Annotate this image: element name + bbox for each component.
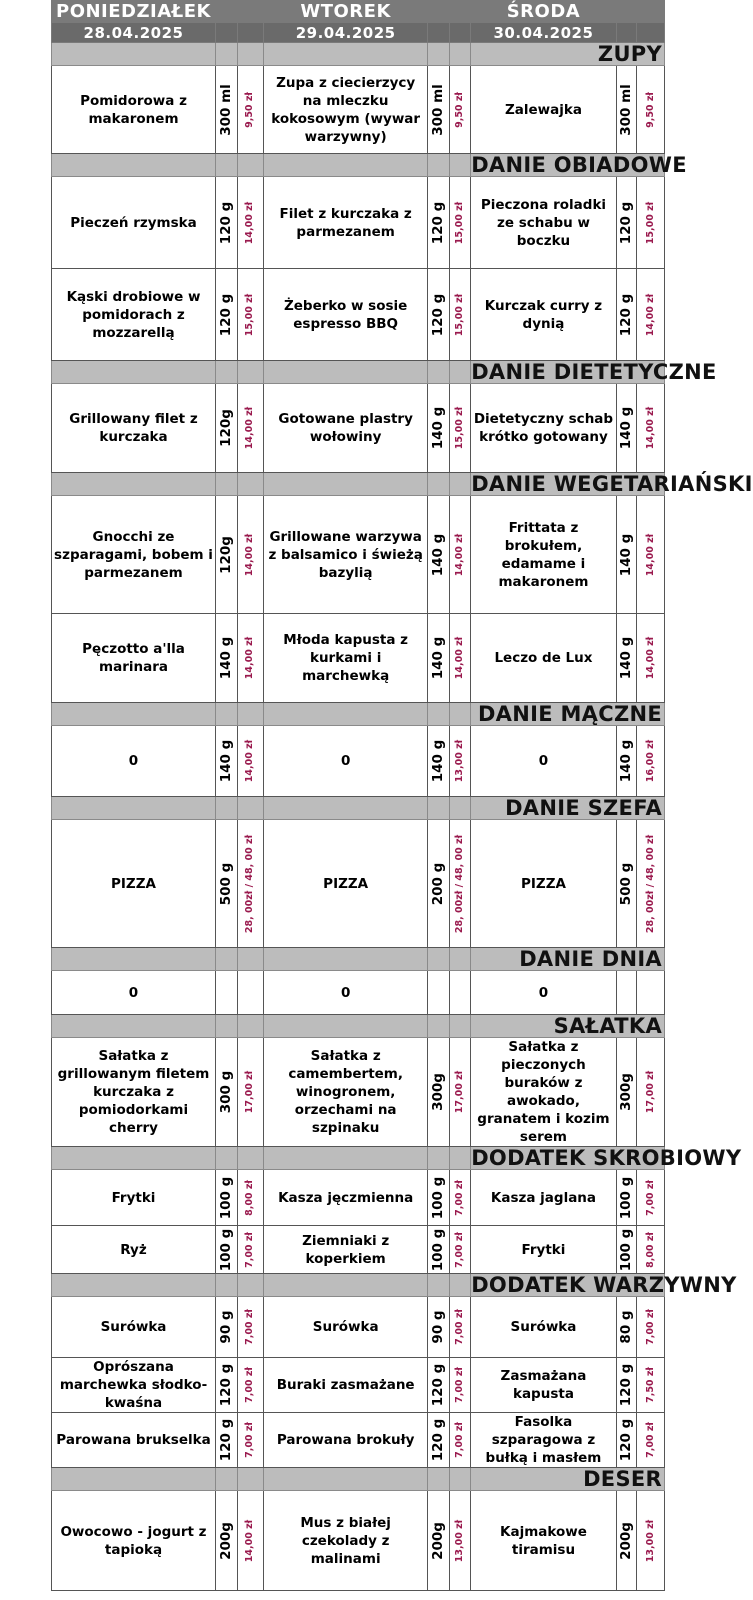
dish-name: Dietetyczny schab krótko gotowany [471, 384, 617, 473]
section-header [52, 361, 665, 384]
dish-price: 9,50 zł [644, 91, 656, 128]
dish-name: Kajmakowe tiramisu [471, 1491, 617, 1591]
dish-weight-cell [428, 1413, 450, 1468]
dish-weight-cell [216, 177, 238, 269]
dish-price-cell [637, 1297, 665, 1358]
dish-price-cell [449, 269, 471, 361]
dish-name: Zasmażana kapusta [471, 1358, 617, 1413]
dish-weight-cell [616, 1038, 637, 1147]
dish-weight: 300g [430, 1073, 447, 1111]
dish-weight-cell [616, 1170, 637, 1226]
dish-weight: 200g [218, 1521, 235, 1560]
section-title: DANIE MĄCZNE [471, 703, 665, 726]
section-title: DESER [471, 1468, 665, 1491]
dish-price: 7,00 zł [244, 1422, 256, 1458]
dish-weight-cell [616, 971, 637, 1015]
dish-name: Gnocchi ze szparagami, bobem i parmezanem [52, 496, 216, 614]
dish-weight-cell [216, 1491, 238, 1591]
dish-price: 14,00 zł [644, 533, 656, 576]
dish-price: 8,00 zł [644, 1231, 656, 1268]
section-header [52, 948, 665, 971]
dish-weight: 300 ml [218, 83, 235, 136]
dish-weight: 120 g [218, 201, 235, 244]
dish-price-cell [637, 1358, 665, 1413]
menu-row [52, 1170, 665, 1226]
dish-price: 28, 00zł / 48, 00 zł [644, 834, 656, 933]
dish-price-cell [637, 1491, 665, 1591]
dish-price: 7,00 zł [244, 1231, 256, 1268]
dish-weight-cell [616, 1297, 637, 1358]
dish-weight-cell [216, 726, 238, 797]
dish-weight-cell [616, 1491, 637, 1591]
dish-price: 15,00 zł [453, 406, 465, 450]
dish-weight-cell [616, 726, 637, 797]
dish-weight: 140 g [618, 739, 635, 783]
menu-table [51, 0, 753, 1591]
dish-name: Pęczotto a'lla marinara [52, 614, 216, 703]
dish-name: Pomidorowa z makaronem [52, 66, 216, 154]
dish-price: 13,00 zł [453, 1519, 465, 1562]
dish-price: 9,50 zł [453, 91, 465, 128]
dish-weight: 100 g [618, 1228, 635, 1271]
dish-weight-cell [216, 820, 238, 948]
dish-name: Zalewajka [471, 66, 617, 154]
dish-price-cell [637, 269, 665, 361]
dish-weight: 300g [618, 1073, 635, 1111]
dish-name: 0 [52, 971, 216, 1015]
dish-weight: 300 ml [430, 83, 447, 136]
section-header [52, 1147, 665, 1170]
dish-name: Pieczeń rzymska [52, 177, 216, 269]
dish-price: 7,00 zł [453, 1367, 465, 1403]
dish-weight: 500 g [218, 862, 235, 905]
dish-weight-cell [428, 1491, 450, 1591]
dish-weight-cell [428, 384, 450, 473]
dish-price: 28, 00zł / 48, 00 zł [244, 834, 256, 933]
dish-name: Surówka [52, 1297, 216, 1358]
dish-weight-cell [428, 726, 450, 797]
section-header [52, 1468, 665, 1491]
dish-price: 14,00 zł [244, 636, 256, 680]
dish-price-cell [637, 1226, 665, 1274]
dish-weight-cell [428, 66, 450, 154]
dish-price-cell [449, 820, 471, 948]
date-wednesday: 30.04.2025 [471, 23, 617, 43]
dish-weight: 500 g [618, 862, 635, 905]
dish-weight: 140 g [218, 636, 235, 680]
dish-name: Mus z białej czekolady z malinami [264, 1491, 428, 1591]
section-header [52, 43, 665, 66]
dish-price-cell [237, 726, 264, 797]
dish-weight: 120 g [218, 293, 235, 336]
dish-price-cell [449, 66, 471, 154]
dish-weight: 100 g [218, 1176, 235, 1219]
dish-price: 13,00 zł [453, 739, 465, 783]
dish-name: Frittata z brokułem, edamame i makaronem [471, 496, 617, 614]
section-title: DANIE OBIADOWE [471, 153, 687, 177]
section-title: SAŁATKA [471, 1015, 665, 1038]
dish-weight: 140 g [618, 636, 635, 680]
dish-weight-cell [216, 1226, 238, 1274]
dish-price: 15,00 zł [453, 201, 465, 244]
dish-name: Sałatka z camembertem, winogronem, orzechami na szpinaku [264, 1038, 428, 1147]
dish-name: 0 [471, 971, 617, 1015]
dish-price-cell [237, 1170, 264, 1226]
dish-name: Owocowo - jogurt z tapioką [52, 1491, 216, 1591]
dish-price-cell [449, 1297, 471, 1358]
dish-price-cell [637, 614, 665, 703]
dish-weight: 100 g [618, 1176, 635, 1219]
dish-price: 14,00 zł [453, 533, 465, 576]
menu-row [52, 1491, 665, 1591]
dish-weight-cell [216, 1038, 238, 1147]
section-header [52, 473, 665, 496]
menu-row [52, 384, 665, 473]
dish-weight: 200 g [430, 862, 447, 905]
dish-weight: 300 g [218, 1070, 235, 1114]
dish-weight-cell [616, 1413, 637, 1468]
dish-weight-cell [616, 614, 637, 703]
dish-weight: 140 g [618, 406, 635, 450]
dish-weight: 120 g [430, 1363, 447, 1407]
dish-weight: 100 g [430, 1228, 447, 1271]
dish-price-cell [449, 1226, 471, 1274]
dish-price-cell [637, 1038, 665, 1147]
dish-weight: 120 g [430, 1418, 447, 1462]
date-tuesday: 29.04.2025 [264, 23, 428, 43]
dish-price-cell [449, 384, 471, 473]
dish-weight: 140 g [430, 739, 447, 783]
dish-name: PIZZA [264, 820, 428, 948]
dish-price-cell [237, 1297, 264, 1358]
dish-price-cell [237, 1226, 264, 1274]
dish-price: 7,50 zł [644, 1367, 656, 1403]
dish-name: Buraki zasmażane [264, 1358, 428, 1413]
dish-price: 7,00 zł [453, 1422, 465, 1458]
dish-weight: 90 g [218, 1310, 235, 1344]
dish-name: Ziemniaki z koperkiem [264, 1226, 428, 1274]
dish-price-cell [237, 1358, 264, 1413]
dish-name: Frytki [52, 1170, 216, 1226]
dish-weight: 100 g [218, 1228, 235, 1271]
dish-weight-cell [216, 1297, 238, 1358]
dish-name: Kasza jęczmienna [264, 1170, 428, 1226]
dish-price-cell [449, 1170, 471, 1226]
dish-price: 28, 00zł / 48, 00 zł [453, 834, 465, 933]
date-monday: 28.04.2025 [52, 23, 216, 43]
day-name-wednesday: ŚRODA [471, 1, 617, 23]
dish-name: Sałatka z grillowanym filetem kurczaka z pomiodorkami cherry [52, 1038, 216, 1147]
dish-price-cell [449, 614, 471, 703]
dish-price: 15,00 zł [244, 293, 256, 336]
dish-weight: 120g [218, 409, 235, 447]
dish-price-cell [449, 177, 471, 269]
dish-price-cell [237, 496, 264, 614]
dish-weight: 80 g [618, 1310, 635, 1344]
dish-price: 13,00 zł [644, 1519, 656, 1562]
dish-price: 17,00 zł [644, 1070, 656, 1114]
dish-weight-cell [216, 971, 238, 1015]
dish-price-cell [637, 496, 665, 614]
dish-weight: 120g [218, 535, 235, 574]
dish-weight-cell [216, 496, 238, 614]
section-title: DANIE DIETETYCZNE [471, 360, 717, 384]
dish-price: 14,00 zł [453, 636, 465, 680]
dish-weight: 140 g [618, 533, 635, 576]
dish-price: 16,00 zł [644, 739, 656, 783]
dish-price-cell [637, 726, 665, 797]
dish-name: 0 [264, 726, 428, 797]
dish-price-cell [237, 971, 264, 1015]
dish-price: 17,00 zł [244, 1070, 256, 1114]
dish-price: 14,00 zł [244, 533, 256, 576]
dish-name: Ryż [52, 1226, 216, 1274]
dish-price-cell [449, 1491, 471, 1591]
dish-name: PIZZA [52, 820, 216, 948]
dish-weight: 300 ml [618, 83, 635, 136]
dish-weight-cell [616, 1226, 637, 1274]
dish-price: 17,00 zł [453, 1070, 465, 1114]
dish-price-cell [449, 726, 471, 797]
dish-name: Kąski drobiowe w pomidorach z mozzarellą [52, 269, 216, 361]
dish-name: Surówka [471, 1297, 617, 1358]
dish-weight-cell [428, 1038, 450, 1147]
dish-price: 9,50 zł [244, 91, 256, 128]
dish-name: Sałatka z pieczonych buraków z awokado, granatem i kozim serem [471, 1038, 617, 1147]
dish-weight: 120 g [618, 293, 635, 336]
menu-row [52, 177, 665, 269]
dish-weight: 120 g [618, 1418, 635, 1462]
dish-weight-cell [616, 820, 637, 948]
dish-price-cell [637, 820, 665, 948]
dish-price-cell [237, 820, 264, 948]
dish-price: 14,00 zł [244, 406, 256, 450]
dish-price: 14,00 zł [244, 739, 256, 783]
dish-name: Kurczak curry z dynią [471, 269, 617, 361]
menu-row [52, 971, 665, 1015]
dish-price: 14,00 zł [644, 406, 656, 450]
menu-row [52, 1297, 665, 1358]
dish-weight-cell [216, 1358, 238, 1413]
dish-price: 14,00 zł [644, 636, 656, 680]
day-names-row [52, 1, 665, 23]
dish-price: 7,00 zł [244, 1309, 256, 1345]
dish-price: 7,00 zł [644, 1422, 656, 1458]
dish-weight: 120 g [430, 201, 447, 244]
dish-price-cell [237, 1038, 264, 1147]
dish-weight-cell [428, 971, 450, 1015]
dish-weight: 90 g [430, 1310, 447, 1344]
dish-weight-cell [428, 496, 450, 614]
menu-row [52, 496, 665, 614]
dish-weight-cell [616, 384, 637, 473]
dish-price: 7,00 zł [453, 1179, 465, 1216]
dish-name: PIZZA [471, 820, 617, 948]
dish-weight-cell [616, 177, 637, 269]
section-header [52, 154, 665, 177]
dates-row [52, 23, 665, 43]
dish-weight: 120 g [430, 293, 447, 336]
section-title: DANIE WEGETARIAŃSKI [471, 472, 753, 496]
dish-weight-cell [616, 496, 637, 614]
dish-weight-cell [616, 66, 637, 154]
dish-name: Kasza jaglana [471, 1170, 617, 1226]
dish-weight-cell [216, 269, 238, 361]
dish-weight: 120 g [618, 201, 635, 244]
menu-row [52, 1413, 665, 1468]
dish-weight-cell [616, 1358, 637, 1413]
dish-name: Grillowane warzywa z balsamico i świeżą bazylią [264, 496, 428, 614]
dish-weight: 100 g [430, 1176, 447, 1219]
dish-price-cell [237, 66, 264, 154]
dish-price: 15,00 zł [453, 293, 465, 336]
dish-price: 7,00 zł [644, 1309, 656, 1345]
dish-price-cell [637, 66, 665, 154]
section-title: ZUPY [471, 43, 665, 66]
dish-price-cell [449, 496, 471, 614]
dish-price: 15,00 zł [644, 201, 656, 244]
section-header [52, 797, 665, 820]
dish-weight-cell [616, 269, 637, 361]
dish-weight-cell [428, 614, 450, 703]
dish-weight: 200g [618, 1521, 635, 1560]
dish-name: Surówka [264, 1297, 428, 1358]
dish-weight-cell [216, 1413, 238, 1468]
dish-price-cell [237, 177, 264, 269]
dish-price: 7,00 zł [453, 1231, 465, 1268]
menu-row [52, 1038, 665, 1147]
dish-name: Parowana brukselka [52, 1413, 216, 1468]
dish-name: Pieczona roladki ze schabu w boczku [471, 177, 617, 269]
dish-name: Fasolka szparagowa z bułką i masłem [471, 1413, 617, 1468]
dish-price-cell [237, 384, 264, 473]
menu-row [52, 269, 665, 361]
dish-price: 7,00 zł [244, 1367, 256, 1403]
section-title: DANIE SZEFA [471, 797, 665, 820]
dish-weight-cell [428, 820, 450, 948]
dish-weight-cell [216, 66, 238, 154]
dish-price-cell [237, 614, 264, 703]
dish-price-cell [449, 1358, 471, 1413]
section-title: DODATEK SKROBIOWY [471, 1146, 742, 1170]
dish-name: Młoda kapusta z kurkami i marchewką [264, 614, 428, 703]
dish-name: 0 [264, 971, 428, 1015]
menu-row [52, 1226, 665, 1274]
dish-weight: 140 g [430, 406, 447, 450]
dish-weight: 120 g [218, 1363, 235, 1407]
dish-price: 14,00 zł [244, 201, 256, 244]
dish-price-cell [237, 269, 264, 361]
dish-weight: 120 g [218, 1418, 235, 1462]
dish-name: Grillowany filet z kurczaka [52, 384, 216, 473]
dish-weight-cell [428, 1358, 450, 1413]
day-name-tuesday: WTOREK [264, 1, 428, 23]
dish-weight-cell [216, 614, 238, 703]
section-header [52, 703, 665, 726]
menu-row [52, 820, 665, 948]
dish-weight: 140 g [218, 739, 235, 783]
dish-name: 0 [52, 726, 216, 797]
dish-price-cell [449, 971, 471, 1015]
dish-weight: 120 g [618, 1363, 635, 1407]
dish-name: Żeberko w sosie espresso BBQ [264, 269, 428, 361]
dish-weight: 140 g [430, 636, 447, 680]
dish-name: 0 [471, 726, 617, 797]
dish-price-cell [637, 1413, 665, 1468]
dish-weight: 140 g [430, 533, 447, 576]
dish-price-cell [237, 1413, 264, 1468]
dish-price-cell [637, 177, 665, 269]
dish-weight-cell [428, 1226, 450, 1274]
section-title: DANIE DNIA [471, 948, 665, 971]
dish-price-cell [637, 1170, 665, 1226]
dish-weight-cell [428, 269, 450, 361]
dish-price: 14,00 zł [644, 293, 656, 336]
dish-name: Leczo de Lux [471, 614, 617, 703]
dish-weight-cell [216, 384, 238, 473]
dish-name: Oprószana marchewka słodko-kwaśna [52, 1358, 216, 1413]
dish-name: Gotowane plastry wołowiny [264, 384, 428, 473]
section-header [52, 1274, 665, 1297]
dish-name: Filet z kurczaka z parmezanem [264, 177, 428, 269]
dish-price: 14,00 zł [244, 1519, 256, 1562]
dish-price-cell [237, 1491, 264, 1591]
menu-row [52, 66, 665, 154]
dish-price: 7,00 zł [453, 1309, 465, 1345]
dish-price-cell [637, 971, 665, 1015]
section-header [52, 1015, 665, 1038]
dish-price-cell [449, 1413, 471, 1468]
dish-name: Parowana brokuły [264, 1413, 428, 1468]
day-name-monday: PONIEDZIAŁEK [52, 1, 216, 23]
dish-name: Frytki [471, 1226, 617, 1274]
dish-weight-cell [428, 1170, 450, 1226]
dish-weight-cell [428, 177, 450, 269]
dish-price: 7,00 zł [644, 1179, 656, 1216]
menu-row [52, 614, 665, 703]
dish-price-cell [449, 1038, 471, 1147]
menu-row [52, 1358, 665, 1413]
dish-weight-cell [216, 1170, 238, 1226]
menu-row [52, 726, 665, 797]
dish-weight: 200g [430, 1521, 447, 1560]
dish-name: Zupa z ciecierzycy na mleczku kokosowym (wywar warzywny) [264, 66, 428, 154]
dish-weight-cell [428, 1297, 450, 1358]
dish-price-cell [637, 384, 665, 473]
dish-price: 8,00 zł [244, 1179, 256, 1216]
section-title: DODATEK WARZYWNY [471, 1273, 737, 1297]
